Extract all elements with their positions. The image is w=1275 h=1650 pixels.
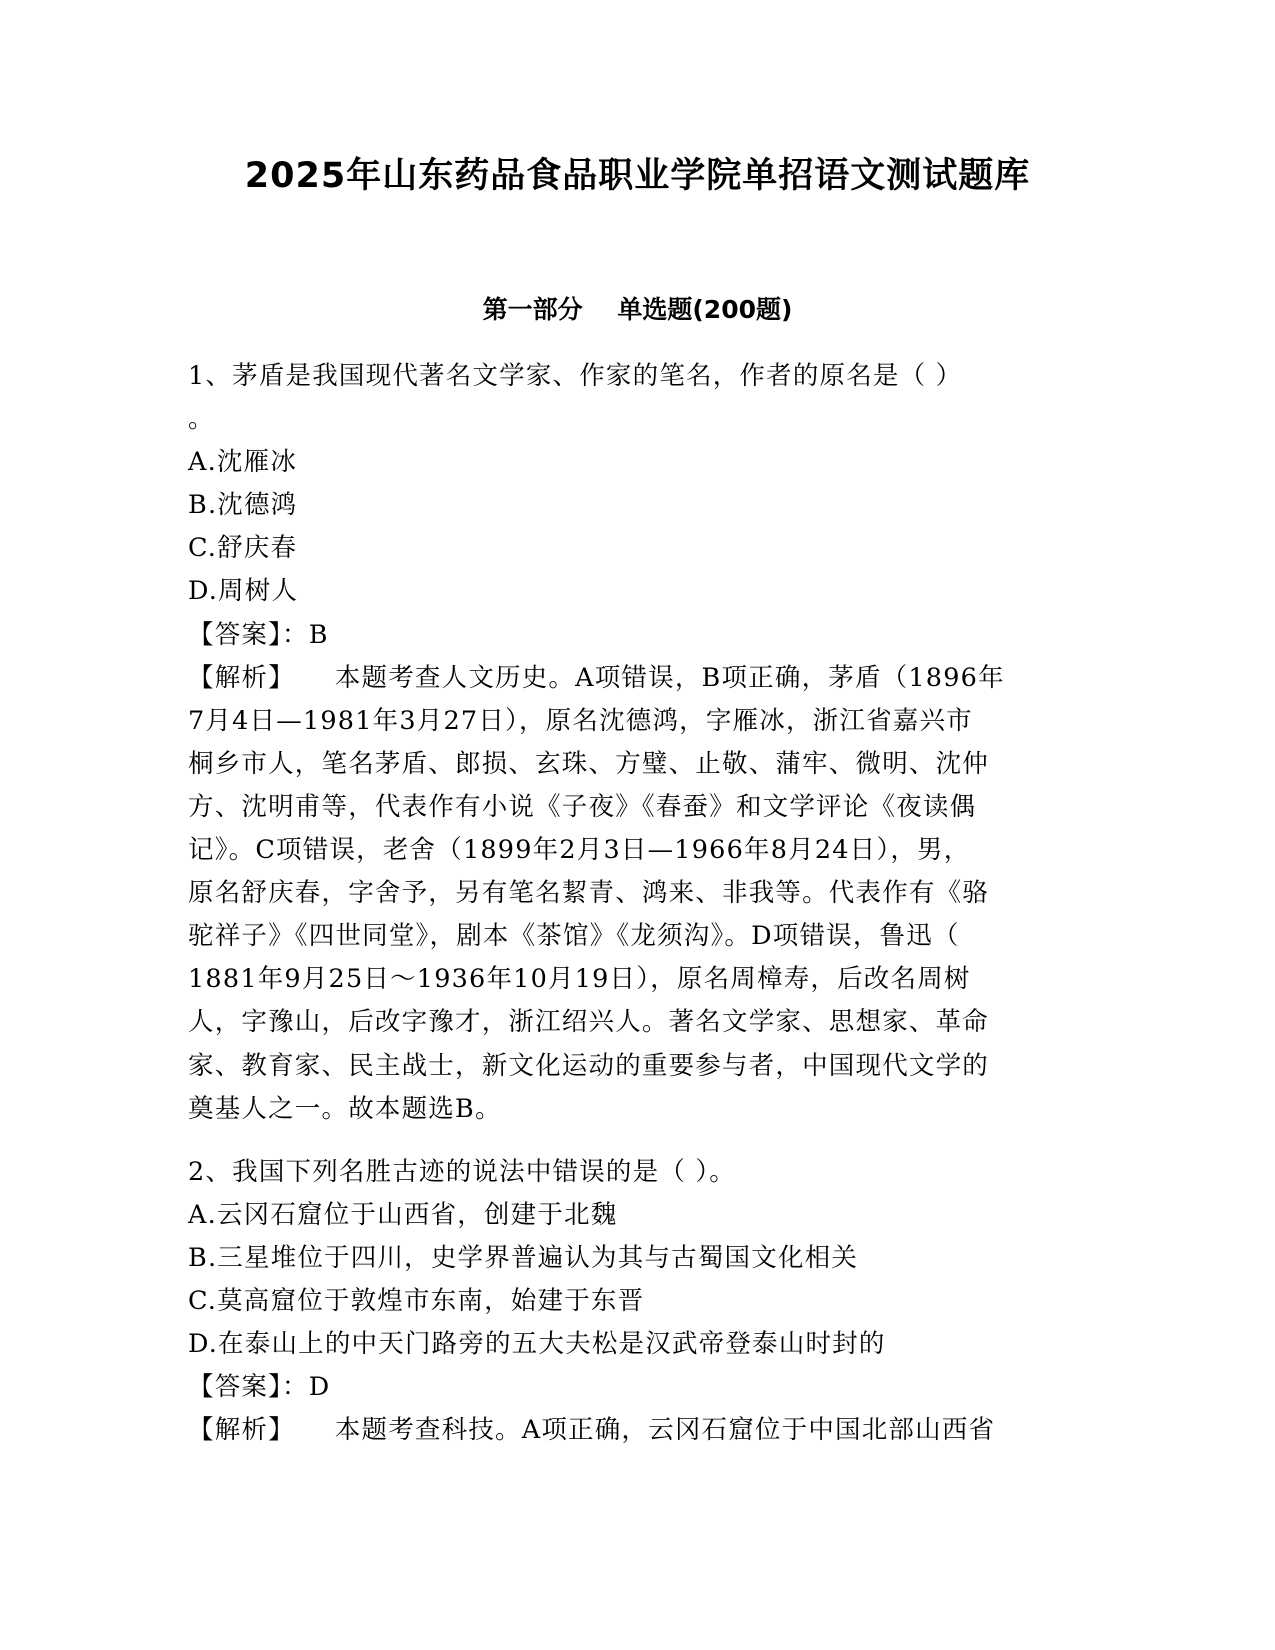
analysis-line: [188, 1409, 1088, 1452]
question-1: [188, 355, 1088, 1131]
question-stem: 1、茅盾是我国现代著名文学家、作家的笔名，作者的原名是（ ）: [188, 361, 963, 391]
question-stem: 2、我国下列名胜古迹的说法中错误的是（ ）。: [188, 1156, 736, 1187]
option-b: B.三星堆位于四川，史学界普遍认为其与古蜀国文化相关: [188, 1242, 859, 1273]
option-b: B.沈德鸿: [188, 490, 298, 521]
analysis-label: 【解析】: [188, 1415, 295, 1446]
answer-value: D: [308, 1372, 331, 1403]
document-body: [188, 355, 1088, 1452]
analysis-line: 7月4日—1981年3月27日），原名沈德鸿，字雁冰，浙江省嘉兴市: [188, 705, 973, 736]
document-title: 2025年山东药品食品职业学院单招语文测试题库: [244, 156, 1031, 196]
analysis-line: 驼祥子》《四世同堂》，剧本《茶馆》《龙须沟》。D项错误，鲁迅（: [188, 921, 960, 952]
analysis-line: [188, 657, 1088, 700]
option-d: D.周树人: [188, 576, 299, 607]
answer-line: [188, 614, 1088, 657]
option-a: A.云冈石窟位于山西省，创建于北魏: [188, 1199, 618, 1230]
option-d: D.在泰山上的中天门路旁的五大夫松是汉武帝登泰山时封的: [188, 1329, 886, 1360]
answer-value: B: [308, 619, 329, 650]
option-c: C.舒庆春: [188, 533, 298, 564]
spacer: [188, 1131, 1088, 1151]
analysis-label: 【解析】: [188, 662, 295, 693]
analysis-line: 方、沈明甫等，代表作有小说《子夜》《春蚕》和文学评论《夜读偶: [188, 791, 977, 822]
analysis-line: 原名舒庆春，字舍予，另有笔名絜青、鸿来、非我等。代表作有《骆: [188, 878, 990, 909]
answer-label: 【答案】：: [188, 619, 309, 650]
analysis-line: 1881年9月25日～1936年10月19日），原名周樟寿，后改名周树: [188, 964, 971, 995]
answer-line: [188, 1366, 1088, 1409]
section-heading: 第一部分 单选题(200题): [482, 295, 793, 324]
question-2: [188, 1151, 1088, 1453]
question-stem-continued: 。: [188, 404, 215, 435]
analysis-line: 记》。C项错误，老舍（1899年2月3日—1966年8月24日），男，: [188, 835, 971, 866]
analysis-line: 人，字豫山，后改字豫才，浙江绍兴人。著名文学家、思想家、革命: [188, 1007, 990, 1038]
option-c: C.莫高窟位于敦煌市东南，始建于东晋: [188, 1285, 645, 1316]
analysis-text: 本题考查科技。A项正确，云冈石窟位于中国北部山西省: [334, 1415, 996, 1446]
analysis-line: 家、教育家、民主战士，新文化运动的重要参与者，中国现代文学的: [188, 1050, 990, 1081]
analysis-text: 本题考查人文历史。A项错误，B项正确，茅盾（1896年: [334, 662, 1005, 693]
analysis-line: 桐乡市人，笔名茅盾、郎损、玄珠、方璧、止敬、蒲牢、微明、沈仲: [188, 748, 990, 779]
answer-label: 【答案】：: [188, 1372, 309, 1403]
analysis-line: 奠基人之一。故本题选B。: [188, 1093, 502, 1124]
option-a: A.沈雁冰: [188, 447, 298, 478]
